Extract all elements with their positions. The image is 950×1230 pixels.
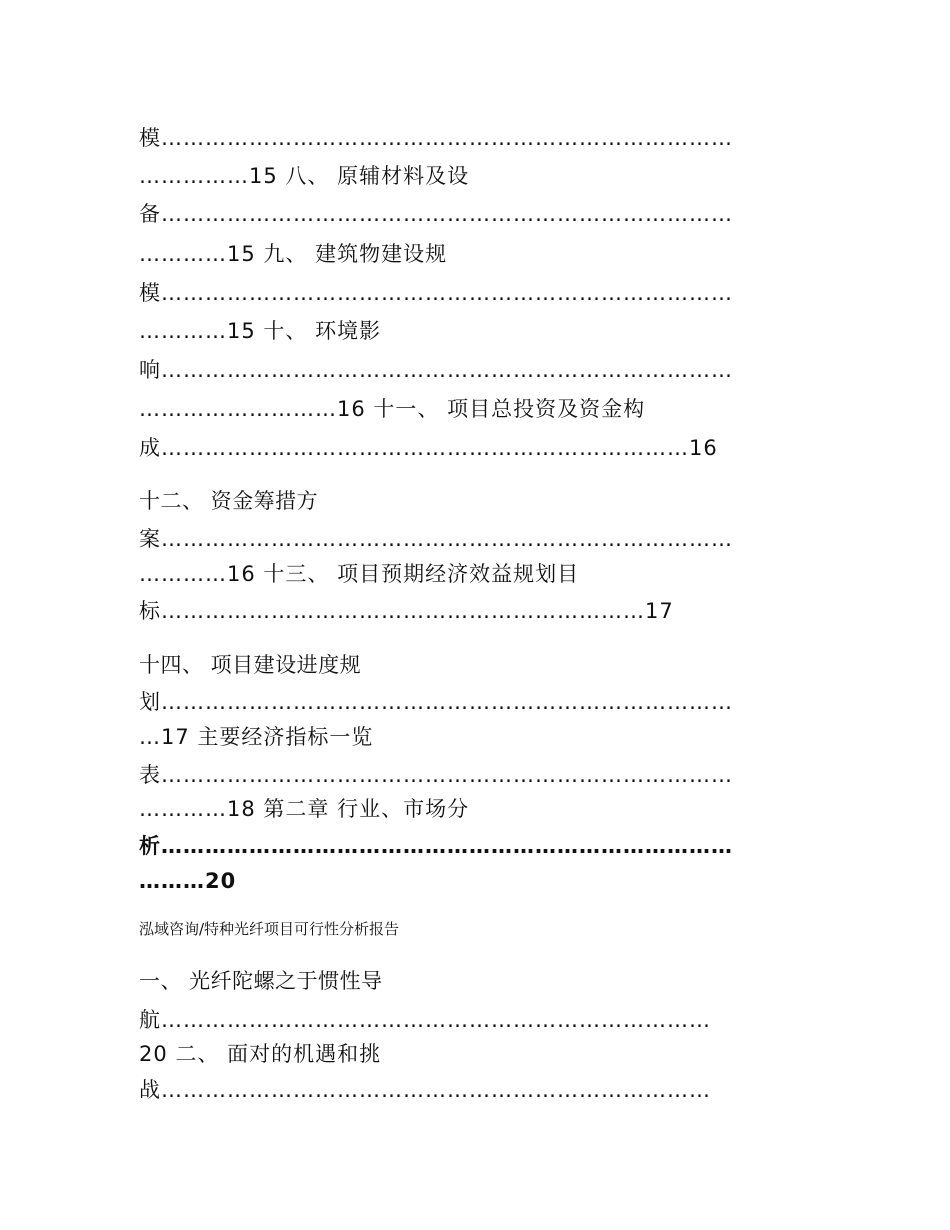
toc-line: 案…………………………………………………………………… (139, 527, 733, 551)
toc-line: …17 主要经济指标一览 (139, 725, 374, 749)
toc-line: 模…………………………………………………………………… (139, 281, 733, 305)
toc-line: 十四、 项目建设进度规 (139, 653, 362, 677)
toc-line: 十二、 资金筹措方 (139, 489, 319, 513)
toc-line: ………………………16 十一、 项目总投资及资金构 (139, 397, 646, 421)
toc-line: ………20 (139, 869, 237, 893)
toc-line: 战………………………………………………………………… (139, 1078, 711, 1102)
toc-line: 航………………………………………………………………… (139, 1008, 711, 1032)
toc-line: …………15 九、 建筑物建设规 (139, 242, 448, 266)
toc-line: 一、 光纤陀螺之于惯性导 (139, 969, 383, 993)
toc-line: …………18 第二章 行业、市场分 (139, 797, 470, 821)
toc-line: 析…………………………………………………………………… (139, 834, 733, 858)
toc-line: 表…………………………………………………………………… (139, 763, 733, 787)
running-header: 泓域咨询/特种光纤项目可行性分析报告 (139, 920, 400, 938)
toc-line: …………15 十、 环境影 (139, 319, 382, 343)
toc-line: 成………………………………………………………………16 (139, 436, 718, 460)
toc-line: 20 二、 面对的机遇和挑 (139, 1042, 382, 1066)
toc-line: ……………15 八、 原辅材料及设 (139, 164, 470, 188)
toc-line: 备…………………………………………………………………… (139, 202, 733, 226)
toc-line: 响…………………………………………………………………… (139, 358, 733, 382)
toc-line: 模…………………………………………………………………… (139, 126, 733, 150)
toc-line: 标…………………………………………………………17 (139, 599, 674, 623)
toc-line: …………16 十三、 项目预期经济效益规划目 (139, 562, 580, 586)
toc-line: 划…………………………………………………………………… (139, 690, 733, 714)
